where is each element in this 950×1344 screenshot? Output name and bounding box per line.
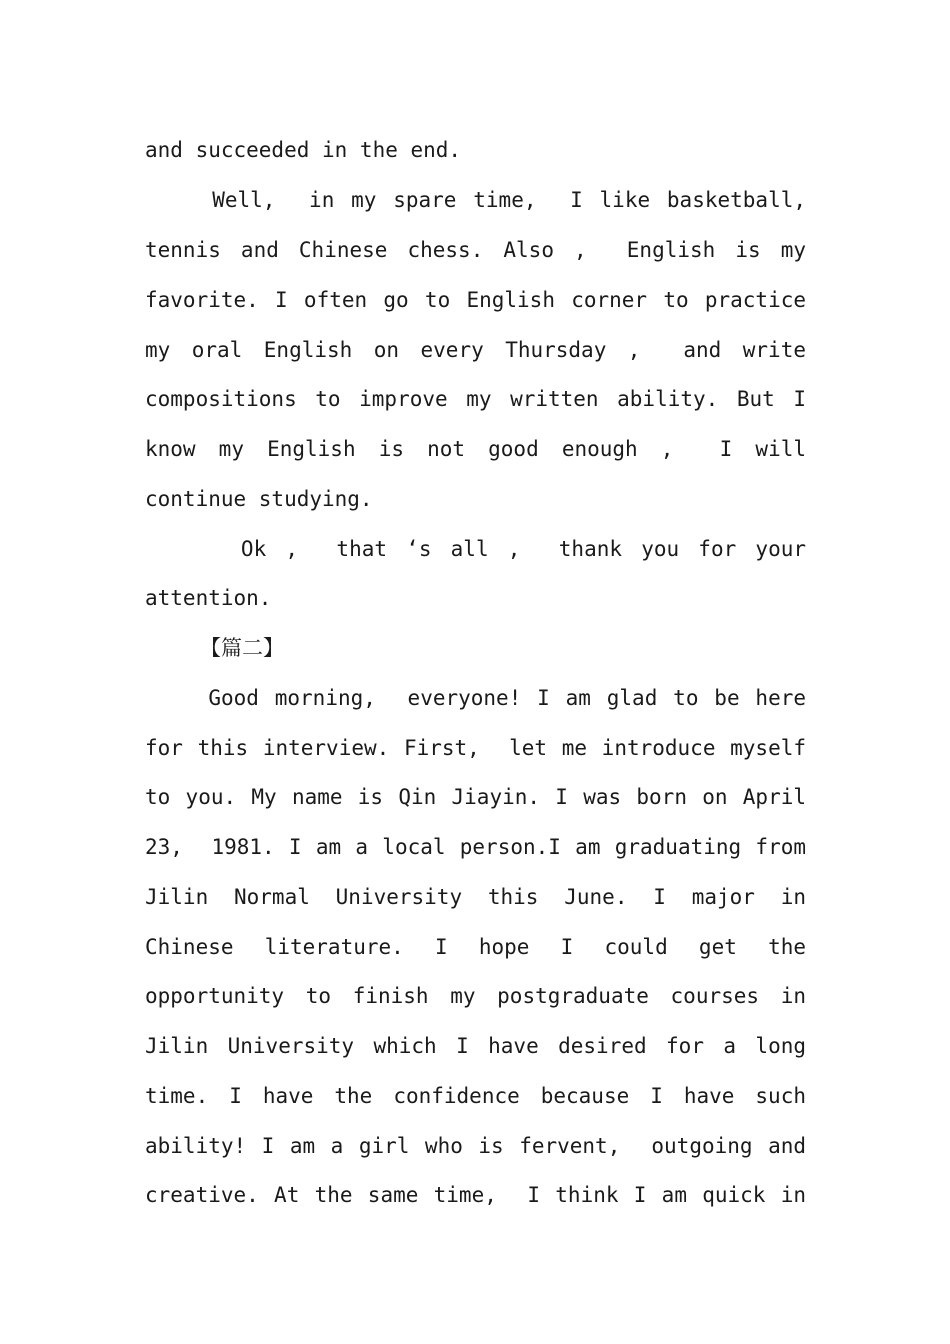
text-line: attention. [145,586,272,610]
section-heading: 【篇二】 [200,636,284,660]
text-line: Jilin Normal University this June. I major in [145,885,806,909]
text-line: opportunity to finish my postgraduate courses in [145,984,806,1008]
text-line: Jilin University which I have desired for a long [145,1034,806,1058]
text-line: my oral English on every Thursday , and write [145,338,806,362]
text-line: compositions to improve my written ability. But I [145,387,806,411]
text-line: continue studying. [145,487,373,511]
text-line: ability! I am a girl who is fervent, outgoing and [145,1134,806,1158]
text-line: Well, in my spare time, I like basketball, [145,188,806,212]
text-line: and succeeded in the end. [145,138,462,162]
text-line: to you. My name is Qin Jiayin. I was born on April [145,785,806,809]
text-line: know my English is not good enough , I will [145,437,806,461]
text-line: tennis and Chinese chess. Also , English is my [145,238,806,262]
text-line: Ok , that ‘s all , thank you for your [145,537,806,561]
text-line: creative. At the same time, I think I am quick in [145,1183,806,1207]
text-line: Chinese literature. I hope I could get the [145,935,806,959]
text-line: 23, 1981. I am a local person.I am graduating from [145,835,806,859]
text-line: time. I have the confidence because I have such [145,1084,806,1108]
text-line: Good morning, everyone! I am glad to be here [145,686,806,710]
text-line: for this interview. First, let me introduce myself [145,736,806,760]
text-line: favorite. I often go to English corner to practice [145,288,806,312]
